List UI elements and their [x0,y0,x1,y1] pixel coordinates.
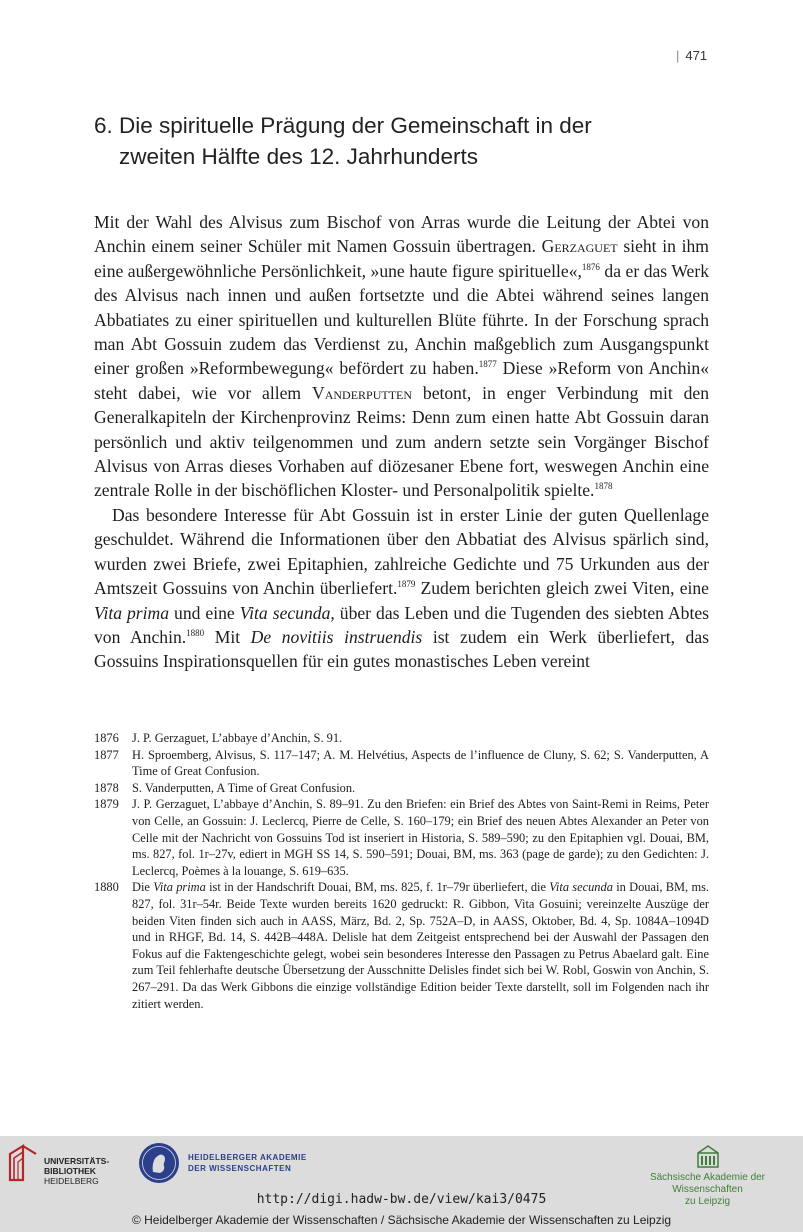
footnote-1878 [94,780,709,797]
footnote-1880 [94,879,709,1012]
chapter-number: 6. [94,113,113,138]
text-run: Die [132,880,154,895]
footnote-number: 1879 [94,797,119,812]
text-run: da er das Werk des Alvisus nach innen und außen fortsetzte und die Abtei während seines langen Abbatiates zu einer spirituellen und kulturellen Blüte führte. In der Forschung sprach man Abt Gossuin zudem das Verdienst zu, Anchin maßgeblich zum Ausgangspunkt einer großen »Reformbewegung« befördert zu haben. [94,260,709,379]
footnote-number: 1880 [94,880,119,895]
hadw-seal-icon [138,1142,180,1184]
ub-logo-text [44,1156,109,1186]
ub-line3: HEIDELBERG [44,1176,99,1186]
footnote-number: 1876 [94,731,119,745]
title-italic: De novitiis instruendis [250,626,423,647]
author-name: Vanderputten [311,382,413,403]
footnote-1876 [94,730,709,747]
paragraph-1 [94,210,709,503]
text-run: in Douai, BM, ms. 827, fol. 31r–54r. Beide Texte wurden bereits 1620 gedruckt: R. Gibbon, Vita Gosuini; vereinzelte Auszüge der beiden Viten finden sich auch in AASS, März, Bd. 2, Sp. 752A–D, in AASS, Oktober, Bd. 4, Sp. 1084A–1094D und in RHGF, Bd. 14, S. 442B–448A. Delisle hat dem Zeitgeist entsprechend bei der Auswahl der Passagen den Fokus auf die Faktengeschichte gelegt, wobei sein besonderes Interesse den Passagen zu Petrus Abaelard galt. Eine zum Teil fehlerhafte deutsche Übersetzung der Ausschnitte Delisles findet sich bei W. Robl, Goswin von Anchin, S. 267–291. Da das Werk Gibbons die einzige vollständige Edition beider Texte darstellt, soll im Folgenden nach ihr zitiert werden. [132,880,710,1011]
text-run: Zudem berichten gleich zwei Viten, eine [415,578,709,599]
footnote-number: 1878 [94,780,119,795]
title-italic: Vita prima [94,602,170,623]
chapter-title [94,110,714,172]
footnotes [94,730,709,1012]
title-italic: Vita secunda [549,880,613,895]
footnote-1879 [94,796,709,879]
hadw-logo[interactable] [138,1142,307,1184]
hadw-line2: DER WISSENSCHAFTEN [188,1164,292,1173]
text-run: Diese »Reform von Anchin« steht dabei, wie vor allem [94,358,710,403]
ub-heidelberg-logo[interactable] [8,1144,109,1186]
footnote-text: J. P. Gerzaguet, L’abbaye d’Anchin, S. 89–91. Zu den Briefen: ein Brief des Abtes von Saint-Remi in Reims, Peter von Celle, an Gossuin: J. Leclercq, Pierre de Celle, S. 160–179; ein Brief des neuen Abtes Alexander an Peter von Celle mit der Nachricht von Gossuins Tod ist inseriert in Historia, S. 589–590; zu den Epitaphien vgl. Douai, BM, ms. 827, fol. 1r–27v, ediert in MGH SS 14, S. 590–591; Douai, BM, ms. 363 (page de garde); zu den Gedichten: J. Leclercq, Poèmes à la louange, S. 619–635. [132,797,709,878]
text-run: über das Leben und die Tugenden des siebten Abtes von Anchin. [94,602,710,647]
text-run: Mit der Wahl des Alvisus zum Bischof von Arras wurde die Leitung der Abtei von Anchin einem seiner Schüler mit Namen Gossuin übertragen. [94,212,709,257]
hadw-logo-text [188,1152,307,1174]
text-run: und eine [169,602,240,623]
footnote-ref[interactable]: 1878 [594,481,613,492]
author-name: Gerzaguet [541,236,618,257]
ub-building-icon [8,1144,38,1182]
footnote-ref[interactable]: 1880 [186,628,205,639]
text-run: sieht in ihm eine außergewöhnliche Persönlichkeit, »une haute figure spirituelle«, [94,236,709,281]
title-italic: Vita secunda, [239,602,335,623]
text-run: Mit [204,626,251,647]
page-number [676,48,707,63]
text-run: betont, in enger Verbindung mit den Generalkapiteln der Kirchenprovinz Reims: Denn zum einen hatte Abt Gossuin daran persönlich und aktiv teilgenommen und zum andern setzte sein Vorgänger Bischof Alvisus von Arras dieses Vorhaben auf diözesaner Ebene fort, weswegen Anchin eine zentrale Rolle in der bischöflichen Kloster- und Personalpolitik spielte. [94,382,709,501]
saw-line2: zu Leipzig [684,1196,731,1207]
text-run: ist in der Handschrift Douai, BM, ms. 825, f. 1r–79r überliefert, die [205,880,550,895]
footnote-text: J. P. Gerzaguet, L’abbaye d’Anchin, S. 91. [132,731,343,745]
text-run: ist zudem ein Werk überliefert, das Gossuins Inspirationsquellen für ein gutes monastisches Leben vereint [94,626,709,672]
footnote-text: H. Sproemberg, Alvisus, S. 117–147; A. M. Helvétius, Aspects de l’influence de Cluny, S. 62; S. Vanderputten, A Time of Great Confusion. [132,747,709,779]
title-italic: Vita prima [153,880,206,895]
footnote-ref[interactable]: 1879 [397,579,416,590]
hadw-line1: HEIDELBERGER AKADEMIE [188,1153,307,1162]
footnote-text [132,879,709,1012]
saw-line1: Sächsische Akademie der Wissenschaften [649,1172,766,1195]
copyright-notice: © Heidelberger Akademie der Wissenschaften / Sächsische Akademie der Wissenschaften zu Leipzig [131,1213,672,1227]
body-text [94,210,709,674]
paragraph-2 [94,503,709,674]
page-number-value: 471 [685,48,708,63]
footnote-1877 [94,747,709,780]
ub-line1: UNIVERSITÄTS- [44,1156,110,1166]
chapter-title-line1: Die spirituelle Prägung der Gemeinschaft in der [119,113,592,138]
footnote-text: S. Vanderputten, A Time of Great Confusion. [132,780,356,795]
text-run: Das besondere Interesse für Abt Gossuin ist in erster Linie der guten Quellenlage geschuldet. Während die Informationen über den Abbatiat des Alvisus spärlich sind, wurden zwei Briefe, zwei Epitaphien, zahlreiche Gedichte und 75 Urkunden aus der Amtszeit Gossuins von Anchin überliefert. [94,504,709,599]
footnote-ref[interactable]: 1877 [478,359,497,370]
saw-building-icon [697,1144,719,1168]
ub-line2: BIBLIOTHEK [44,1166,96,1176]
footnote-number: 1877 [94,747,119,762]
page-number-separator: | [676,48,680,63]
footnote-ref[interactable]: 1876 [581,261,600,272]
source-url-link[interactable]: http://digi.hadw-bw.de/view/kai3/0475 [256,1192,547,1207]
chapter-title-line2: zweiten Hälfte des 12. Jahrhunderts [119,144,478,169]
